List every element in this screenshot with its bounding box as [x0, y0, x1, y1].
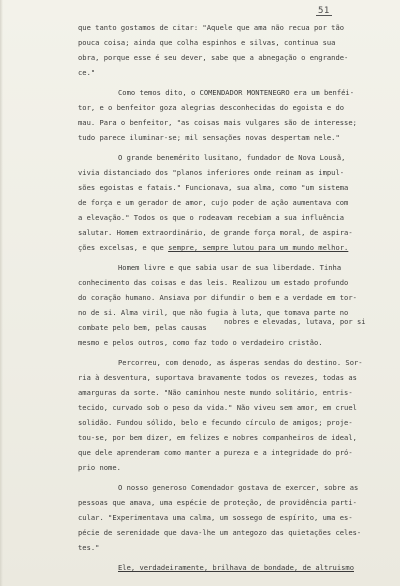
text-line: no de si. Alma viril, que não fugia à luta, que tomava parte no	[78, 308, 349, 317]
text-run: ções excelsas, e que	[78, 243, 169, 252]
text-line: Homem livre e que sabia usar de sua liberdade. Tinha	[118, 263, 342, 272]
page-number: 51	[318, 6, 330, 16]
text-line: amarguras da sorte. "Não caminhou neste mundo solitário, entris-	[78, 388, 353, 397]
text-line: de força e um gerador de amor, cujo poder de ação aumentava com	[78, 198, 349, 207]
text-line: Percorreu, com denodo, as ásperas sendas do destino. Sor-	[118, 358, 363, 367]
text-line: Como temos dito, o COMENDADOR MONTENEGRO era um benféi-	[118, 88, 354, 97]
text-line: conhecimento das coisas e das leis. Realizou um estado profundo	[78, 278, 349, 287]
text-line: cular. "Experimentava uma calma, um sossego de espírito, uma es-	[78, 513, 353, 522]
text-line: O grande benemérito lusitano, fundador de Nova Lousã,	[118, 153, 346, 162]
text-line: a elevação." Todos os que o rodeavam recebiam a sua influência	[78, 213, 345, 222]
text-line: que tanto gostamos de citar: "Aquele que ama não recua por tão	[78, 23, 345, 32]
text-line: tou-se, por bem dizer, em felizes e nobres companheiros de ideal,	[78, 433, 357, 442]
text-line: ce."	[78, 68, 96, 77]
text-line: vivia distanciado dos "planos inferiores onde reinam as impul-	[78, 168, 345, 177]
text-line: combate pelo bem, pelas causas	[78, 323, 207, 332]
text-line: salutar. Homem extraordinário, de grande força moral, de aspira-	[78, 228, 353, 237]
text-line-overtyped: nobres e elevadas, lutava, por si	[224, 317, 366, 326]
text-line: ria à desventura, suportava bravamente todos os revezes, todas as	[78, 373, 357, 382]
text-line: mau. Para o benfeitor, "as coisas mais vulgares são de interesse;	[78, 118, 357, 127]
text-line	[78, 243, 348, 252]
text-line: tor, e o benfeitor goza alegrias desconhecidas do egoista e do	[78, 103, 345, 112]
text-line: solidão. Fundou sólido, belo e fecundo círculo de amigos; proje-	[78, 418, 353, 427]
text-line: tecido, curvado sob o peso da vida." Não viveu sem amor, em cruel	[78, 403, 357, 412]
text-line: do coração humano. Ansiava por difundir o bem e a verdade em tor-	[78, 293, 357, 302]
text-line: obra, porque esse é seu dever, sabe que a abnegação o engrande-	[78, 53, 349, 62]
text-line: tes."	[78, 543, 100, 552]
text-line: tudo parece iluminar-se; mil sensações novas despertam nele."	[78, 133, 340, 142]
text-line: prio nome.	[78, 463, 121, 472]
text-line: Ele, verdadeiramente, brilhava de bondade, de altruismo	[118, 563, 354, 572]
text-line: pouca coisa; ainda que colha espinhos e silvas, continua sua	[78, 38, 336, 47]
underlined-phrase: sempre, sempre lutou para um mundo melhor.	[168, 243, 349, 252]
text-line: pécie de serenidade que dava-lhe um antegozo das quietações celes-	[78, 528, 362, 537]
text-line: mesmo e pelos outros, como faz todo o verdadeiro cristão.	[78, 338, 323, 347]
page-edge-shadow	[0, 0, 3, 586]
text-line: sões egoistas e fatais." Funcionava, sua alma, como "um sistema	[78, 183, 349, 192]
text-line: O nosso generoso Comendador gostava de exercer, sobre as	[118, 483, 359, 492]
text-line: pessoas que amava, uma espécie de proteção, de providência parti-	[78, 498, 357, 507]
text-line: que dele aprenderam como manter a pureza e a integridade do pró-	[78, 448, 353, 457]
